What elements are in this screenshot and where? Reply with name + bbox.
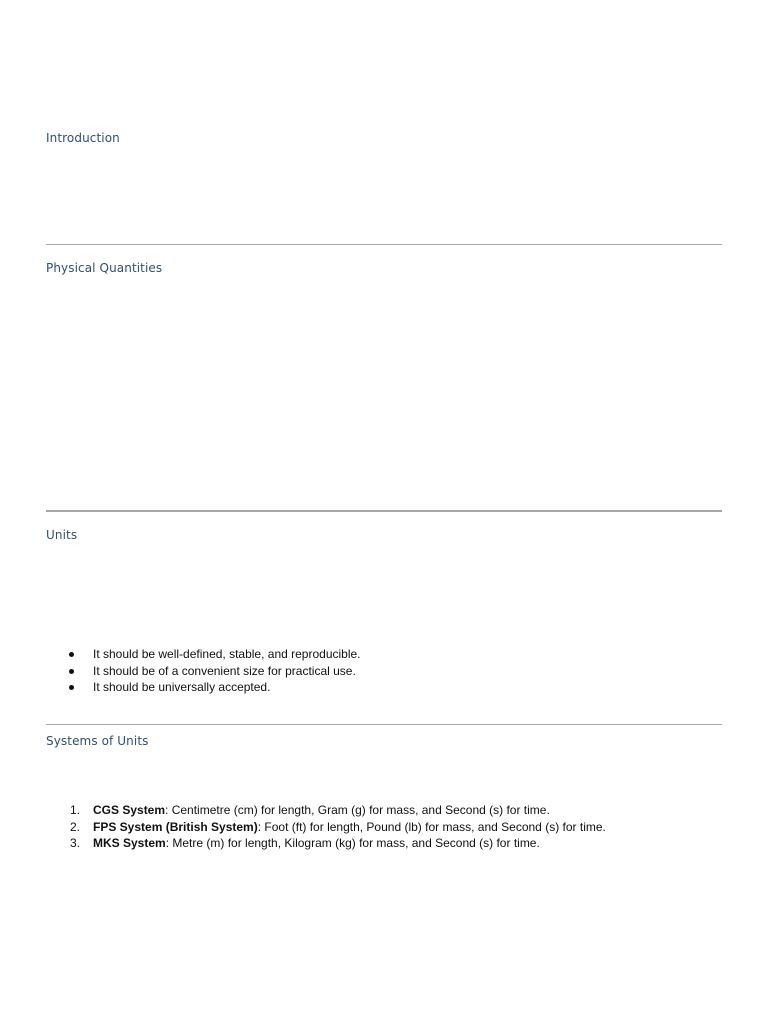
list-number: 3. xyxy=(70,836,81,851)
units-requirements-list xyxy=(46,646,722,696)
heading-physical-quantities: Physical Quantities xyxy=(46,261,163,275)
list-item-text: It should be universally accepted. xyxy=(93,680,271,695)
bullet-icon xyxy=(69,652,74,657)
system-description: : Centimetre (cm) for length, Gram (g) for mass, and Second (s) for time. xyxy=(165,803,550,817)
section-divider xyxy=(46,724,722,725)
heading-introduction: Introduction xyxy=(46,131,120,145)
list-item xyxy=(46,646,722,663)
list-item xyxy=(46,835,722,852)
bullet-icon xyxy=(69,685,74,690)
list-item xyxy=(46,819,722,836)
list-number: 1. xyxy=(70,803,81,817)
section-divider xyxy=(46,244,722,245)
system-description: : Foot (ft) for length, Pound (lb) for mass, and Second (s) for time. xyxy=(257,819,606,834)
section-divider xyxy=(46,510,722,512)
list-item-text: It should be well-defined, stable, and reproducible. xyxy=(93,647,361,661)
system-term: MKS System xyxy=(93,836,166,851)
list-number: 2. xyxy=(70,819,81,834)
heading-systems-of-units: Systems of Units xyxy=(46,734,149,748)
bullet-icon xyxy=(69,669,74,674)
system-term: FPS System (British System) xyxy=(93,819,258,834)
system-description: : Metre (m) for length, Kilogram (kg) for mass, and Second (s) for time. xyxy=(165,836,540,851)
list-item xyxy=(46,679,722,696)
systems-of-units-list xyxy=(46,802,722,852)
list-item-text: It should be of a convenient size for practical use. xyxy=(93,663,356,678)
system-term: CGS System xyxy=(93,803,166,817)
list-item xyxy=(46,663,722,680)
heading-units: Units xyxy=(46,528,78,542)
list-item xyxy=(46,802,722,819)
